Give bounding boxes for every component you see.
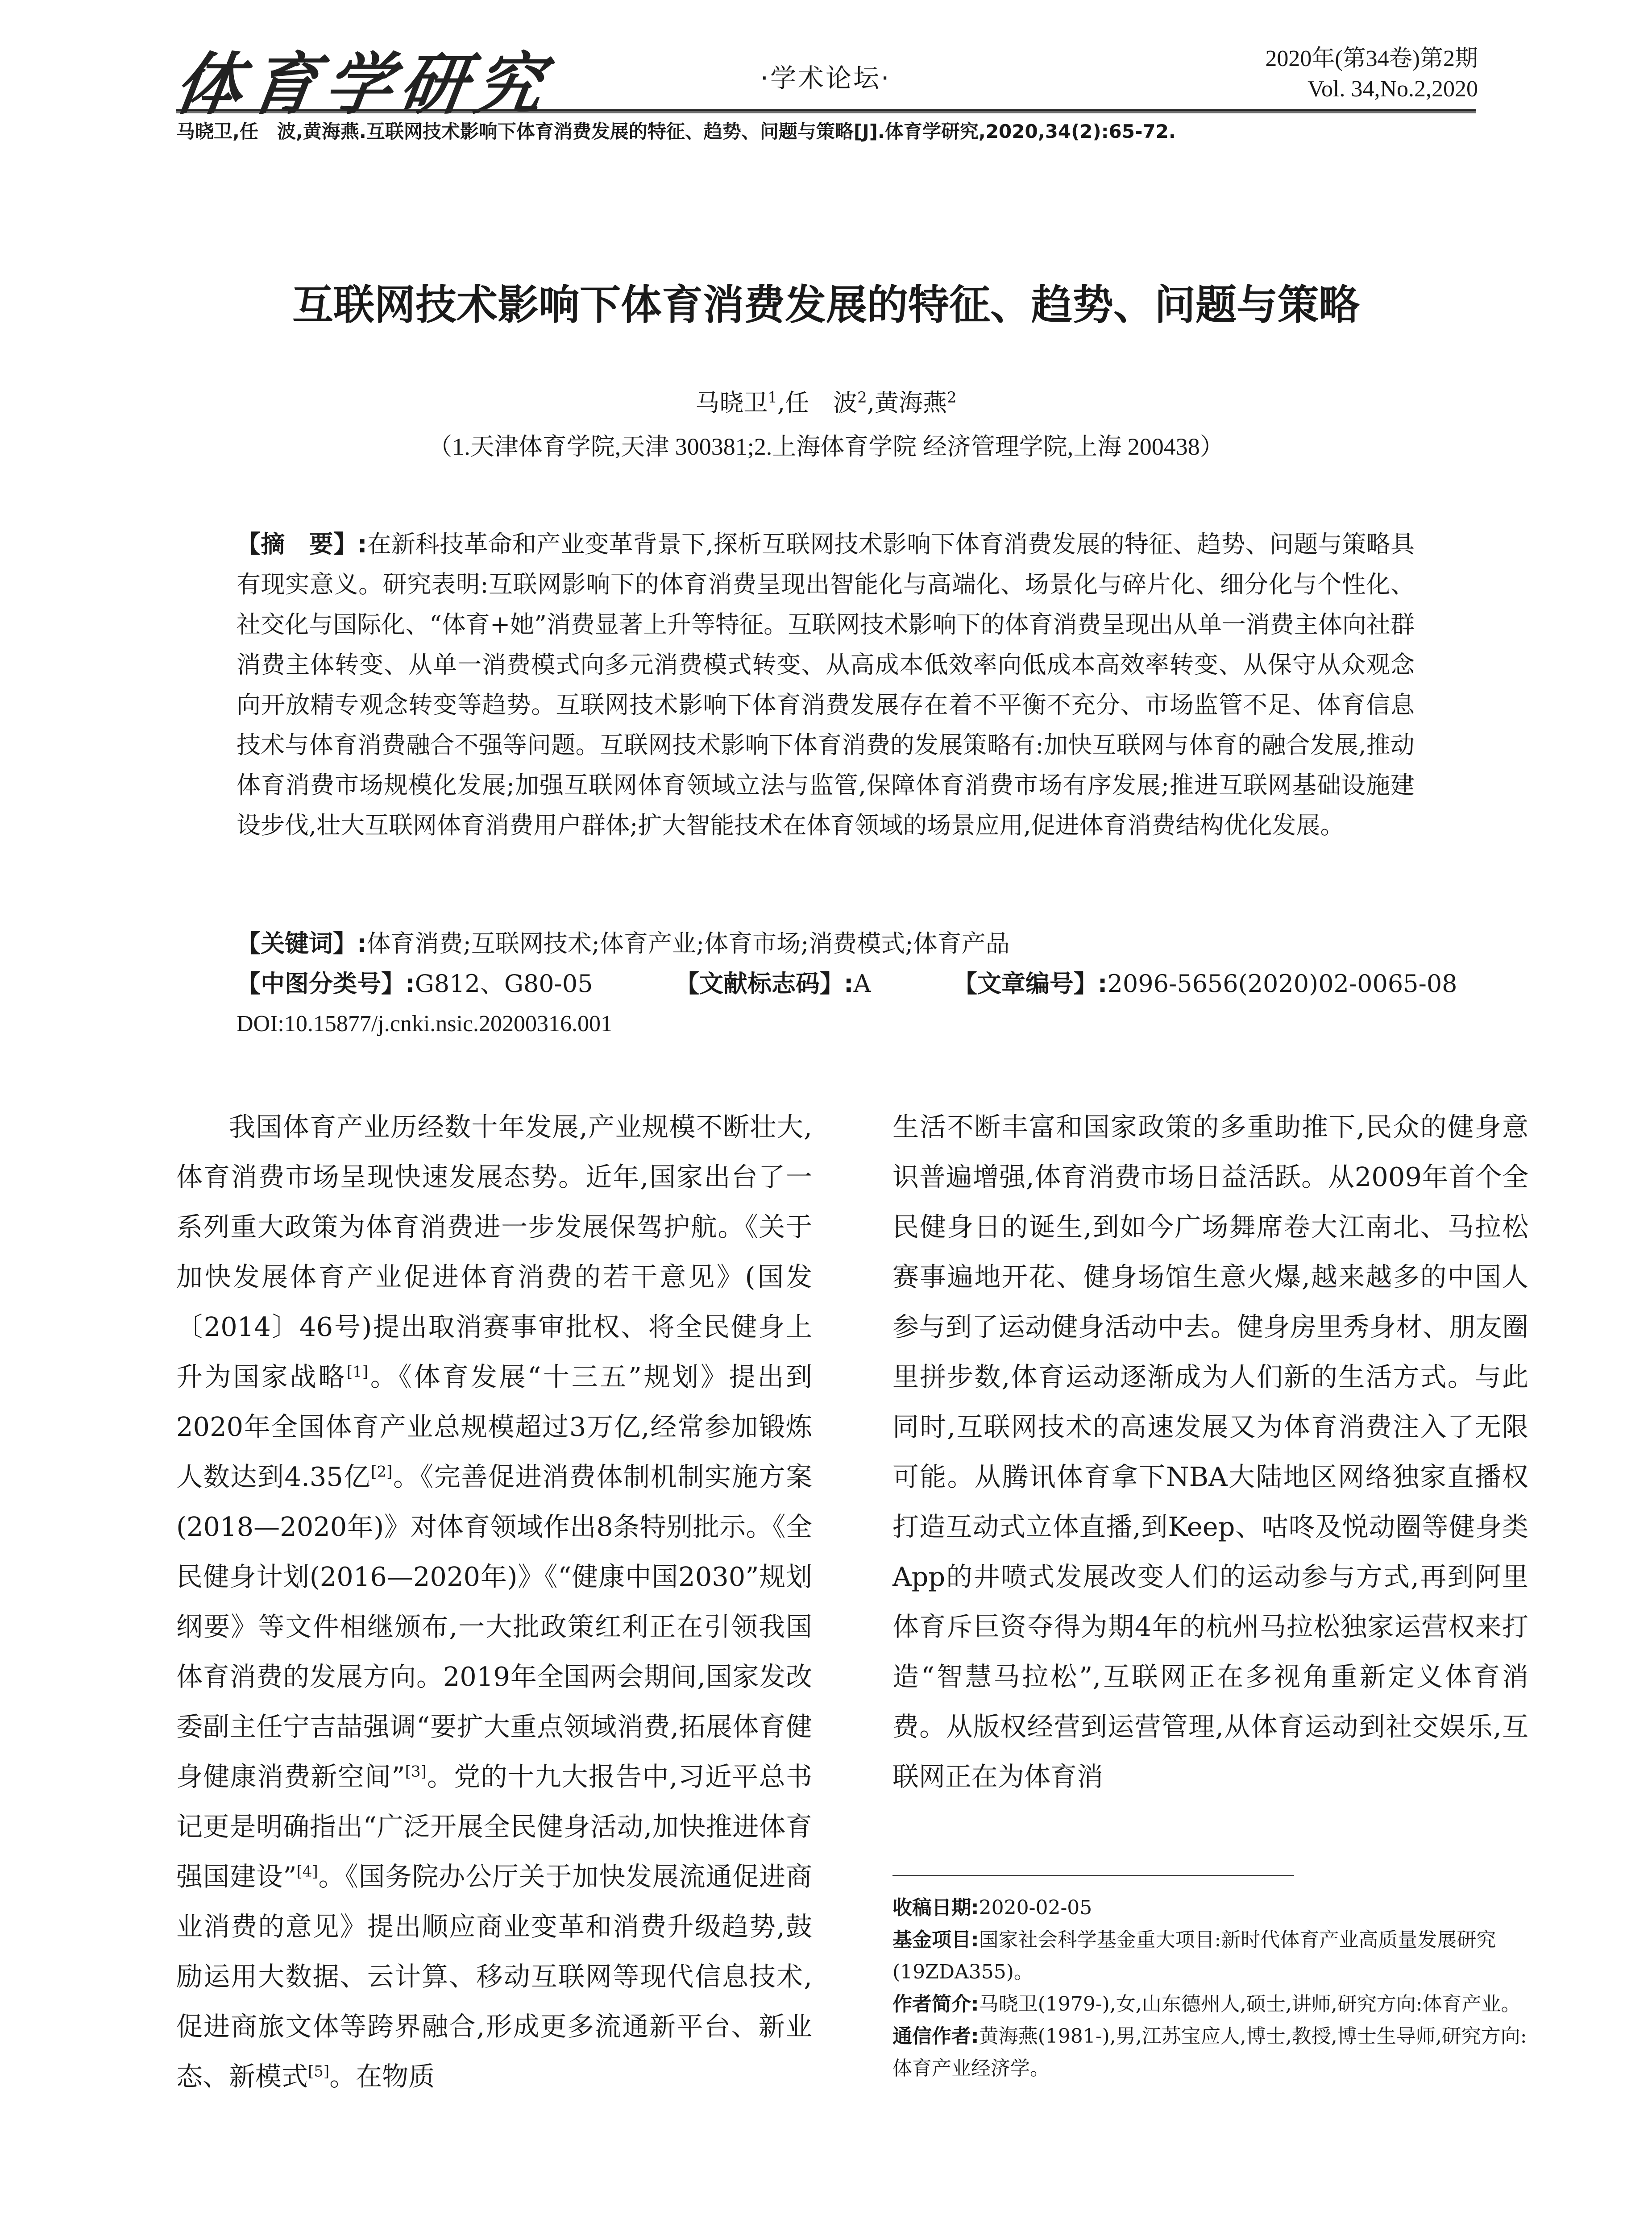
- keywords: [237, 924, 1415, 964]
- classification-row: [237, 964, 1457, 1004]
- footnote-value: 马晓卫(1979-),女,山东德州人,硕士,讲师,研究方向:体育产业。: [979, 1993, 1521, 2015]
- citation-ref: [3]: [405, 1762, 427, 1781]
- author-affiliation-mark: 2: [857, 389, 867, 406]
- abstract-text: 在新科技革命和产业变革背景下,探析互联网技术影响下体育消费发展的特征、趋势、问题与策略具有现实意义。研究表明:互联网影响下的体育消费呈现出智能化与高端化、场景化与碎片化、细分化与个性化、社交化与国际化、“体育+她”消费显著上升等特征。互联网技术影响下的体育消费呈现出从单一消费主体向社群消费主体转变、从单一消费模式向多元消费模式转变、从高成本低效率向低成本高效率转变、从保守从众观念向开放精专观念转变等趋势。互联网技术影响下体育消费发展存在着不平衡不充分、市场监管不足、体育信息技术与体育消费融合不强等问题。互联网技术影响下体育消费的发展策略有:加快互联网与体育的融合发展,推动体育消费市场规模化发展;加强互联网体育领域立法与监管,保障体育消费市场有序发展;推进互联网基础设施建设步伐,壮大互联网体育消费用户群体;扩大智能技术在体育领域的场景应用,促进体育消费结构优化发展。: [237, 530, 1415, 839]
- abstract-label: 【摘 要】:: [237, 530, 367, 558]
- body-text: 。党的十九大报告中,习近平总书记更是明确指出“广泛开展全民健身活动,加快推进体育强国建设”: [176, 1761, 812, 1892]
- footnote-label: 基金项目:: [892, 1928, 979, 1951]
- body-text: 。《完善促进消费体制机制实施方案(2018—2020年)》对体育领域作出8条特别批示。《全民健身计划(2016—2020年)》《“健康中国2030”规划纲要》等文件相继颁布,一大批政策红利正在引领我国体育消费的发展方向。2019年全国两会期间,国家发改委副主任宁吉喆强调“要扩大重点领域消费,拓展体育健身健康消费新空间”: [176, 1461, 812, 1792]
- column-label: ·学术论坛·: [760, 63, 891, 93]
- body-column-left: [176, 1102, 812, 2102]
- author-name: 马晓卫: [695, 389, 768, 417]
- affiliations: （1.天津体育学院,天津 300381;2.上海体育学院 经济管理学院,上海 200438）: [428, 433, 1224, 460]
- body-text: 。在物质: [329, 2061, 435, 2092]
- footnote-label: 作者简介:: [892, 1993, 979, 2015]
- article-number-value: 2096-5656(2020)02-0065-08: [1107, 970, 1457, 998]
- paper-title: 互联网技术影响下体育消费发展的特征、趋势、问题与策略: [292, 281, 1360, 329]
- doc-code-label: 【文献标志码】:: [675, 970, 854, 998]
- footnote-value: 国家社会科学基金重大项目:新时代体育产业高质量发展研究(19ZDA355)。: [892, 1928, 1496, 1983]
- article-number-label: 【文章编号】:: [953, 970, 1108, 998]
- author-list: [176, 384, 1476, 418]
- body-column-right: [892, 1102, 1528, 1802]
- author-affiliation-mark: 1: [768, 389, 777, 406]
- author-affiliation-mark: 2: [946, 389, 957, 406]
- author-name: 任 波: [785, 389, 858, 417]
- header-rule-thin: [176, 112, 1476, 113]
- keywords-label: 【关键词】:: [237, 929, 367, 958]
- footnote-value: 2020-02-05: [979, 1896, 1092, 1919]
- citation-ref: [2]: [371, 1463, 393, 1481]
- footnote-label: 通信作者:: [892, 2025, 979, 2048]
- clc-value: G812、G80-05: [415, 970, 593, 998]
- doc-code-value: A: [853, 970, 871, 998]
- doi: DOI:10.15877/j.cnki.nsic.20200316.001: [237, 1011, 613, 1037]
- citation-ref: [1]: [346, 1363, 369, 1381]
- clc-label: 【中图分类号】:: [237, 970, 415, 998]
- footnote-received: [892, 1892, 1528, 1924]
- author-separator: ,: [777, 389, 785, 417]
- abstract: [237, 524, 1415, 846]
- body-text: 我国体育产业历经数十年发展,产业规模不断壮大,体育消费市场呈现快速发展态势。近年,国家出台了一系列重大政策为体育消费进一步发展保驾护航。《关于加快发展体育产业促进体育消费的若干意见》(国发〔2014〕46号)提出取消赛事审批权、将全民健身上升为国家战略: [176, 1111, 812, 1392]
- author-name: 黄海燕: [874, 389, 947, 417]
- footnote-label: 收稿日期:: [892, 1896, 979, 1919]
- keywords-text: 体育消费;互联网技术;体育产业;体育市场;消费模式;体育产品: [366, 929, 1010, 958]
- issue-info-cn: 2020年(第34卷)第2期: [1265, 46, 1478, 71]
- journal-logo: 体育学研究: [170, 45, 556, 124]
- body-text: 。《体育发展“十三五”规划》提出到2020年全国体育产业总规模超过3万亿,经常参加锻炼人数达到4.35亿: [176, 1361, 812, 1492]
- citation-ref: [5]: [308, 2062, 330, 2081]
- footnote-author-bio: [892, 1988, 1528, 2020]
- header-rule: [176, 109, 1476, 112]
- issue-info-en: Vol. 34,No.2,2020: [1307, 76, 1478, 102]
- body-text: 。《国务院办公厅关于加快发展流通促进商业消费的意见》提出顺应商业变革和消费升级趋势,鼓励运用大数据、云计算、移动互联网等现代信息技术,促进商旅文体等跨界融合,形成更多流通新平台、新业态、新模式: [176, 1861, 812, 2092]
- body-text: 生活不断丰富和国家政策的多重助推下,民众的健身意识普遍增强,体育消费市场日益活跃。从2009年首个全民健身日的诞生,到如今广场舞席卷大江南北、马拉松赛事遍地开花、健身场馆生意火爆,越来越多的中国人参与到了运动健身活动中去。健身房里秀身材、朋友圈里拼步数,体育运动逐渐成为人们新的生活方式。与此同时,互联网技术的高速发展又为体育消费注入了无限可能。从腾讯体育拿下NBA大陆地区网络独家直播权打造互动式立体直播,到Keep、咕咚及悦动圈等健身类App的井喷式发展改变人们的运动参与方式,再到阿里体育斥巨资夺得为期4年的杭州马拉松独家运营权来打造“智慧马拉松”,互联网正在多视角重新定义体育消费。从版权经营到运营管理,从体育运动到社交娱乐,互联网正在为体育消: [892, 1111, 1528, 1792]
- citation-ref: [4]: [296, 1862, 318, 1881]
- footnote-rule: [892, 1875, 1294, 1876]
- footnotes: [892, 1892, 1528, 2085]
- citation-line: 马晓卫,任 波,黄海燕.互联网技术影响下体育消费发展的特征、趋势、问题与策略[J].体育学研究,2020,34(2):65-72.: [176, 120, 1176, 142]
- author-separator: ,: [867, 389, 875, 417]
- footnote-corresponding-author: [892, 2020, 1528, 2085]
- footnote-fund: [892, 1924, 1528, 1988]
- footnote-value: 黄海燕(1981-),男,江苏宝应人,博士,教授,博士生导师,研究方向:体育产业经济学。: [892, 2025, 1527, 2080]
